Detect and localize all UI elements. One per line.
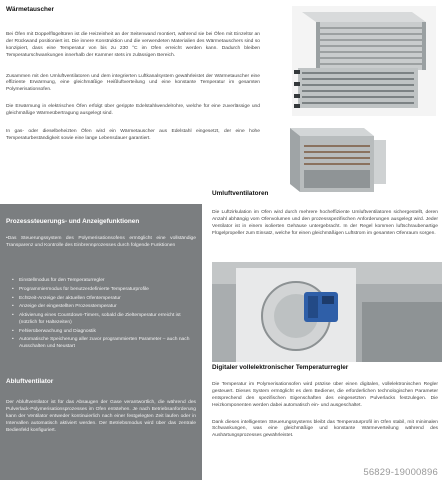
temperature-regulator-section	[212, 364, 438, 450]
heat-exchanger-paragraph-4: In gas- oder dieselbeheizten Öfen wird ein Wärmetauscher aus Edelstahl eingesetzt, der eine hohe Temperaturbeständigkeit sowie eine lange Lebensdauer garantiert.	[6, 129, 260, 142]
list-item: • Programmiermodus für benutzerdefinierte Temperaturprofile	[12, 287, 197, 294]
heat-exchanger-paragraph-2: Zusammen mit den Umluftventilatoren und dem integrierten Luftkanalsystem gewährleistet der Wärmetauscher eine effiziente Erwärmung, eine gleichmäßige Heißluftverteilung und eine konstante Temperatur im gesamten Polymerisationsofen.	[6, 73, 260, 93]
heat-exchanger-paragraph-1: Bei Öfen mit Doppelflügeltüren ist die Heizeinheit an der Seitenwand montiert, während sie bei Öfen mit Einzeltür an der Rückwand positioniert ist. Die innere Konstruktion und die verwendeten Materialien des Wärmetauschers sind so konzipiert, dass eine Temperatur von bis zu 230 °C im Ofen erreicht werden kann. Dadurch bleiben Temperaturschwankungen innerhalb der Kammer stets im zulässigen Bereich.	[6, 31, 260, 58]
circulation-fans-title: Umluftventilatoren	[212, 190, 269, 197]
heating-elements-image	[292, 6, 436, 116]
exhaust-fan-text: Der Abluftventilator ist für das Absaugen der Gase verantwortlich, die während des Pulverlack-Polymerisationsprozesses im Ofen entstehen. Je nach Betriebsanforderung kann der Ventilator entweder kontinuierlich nach einer festgelegten Zeit laufen oder in Intervallen automatisch aktiviert werden. Der Betriebsmodus wird über das zentrale Bedienfeld konfiguriert.	[6, 400, 196, 433]
heat-exchanger-section	[6, 6, 260, 154]
list-item: • Aktivierung eines Countdown-Timers, sobald die Zieltemperatur erreicht ist (nützlich für Haltezeiten)	[12, 313, 197, 327]
circulation-fans-section	[212, 190, 438, 238]
temperature-regulator-paragraph-1: Die Temperatur im Polymerisationsofen wird präzise über einen digitalen, vollelektronischen Regler gesteuert. Dieses System ermöglicht es dem Bediener, die erforderlichen technologischen Parameter entsprechend den spezifischen Eigenschaften des eingesetzten Pulverlacks festzulegen. Die Heizkomponenten werden dabei automatisch ein- und ausgeschaltet.	[212, 381, 438, 408]
process-control-title: Prozesssteuerungs- und Anzeigefunktionen	[6, 218, 140, 225]
list-item: • Anzeige der eingestellten Prozesstemperatur	[12, 304, 197, 311]
watermark-id: 56829-19000896	[363, 467, 438, 478]
list-item: • Echtzeit-Anzeige der aktuellen Ofentemperatur	[12, 296, 197, 303]
list-item: • Einstellmodus für den Temperaturregler	[12, 278, 197, 285]
heat-exchanger-paragraph-3: Die Erwärmung in elektrischen Öfen erfolgt über gerippte Edelstahlwendelrohre, welche für eine zuverlässige und gleichmäßige Wärmeübertragung ausgelegt sind.	[6, 104, 260, 117]
temperature-regulator-paragraph-2: Dank dieses intelligenten Steuerungssystems bleibt das Temperaturprofil im Ofen stabil, mit minimalen Schwankungen, was eine gleichmäßige und konstante Wärmeverteilung während des Aushärtungsprozesses gewährleistet.	[212, 419, 438, 439]
temperature-regulator-title: Digitaler vollelektronischer Temperaturregler	[212, 364, 349, 371]
circulation-fans-text: Die Luftzirkulation im Ofen wird durch mehrere hocheffiziente Umluftventilatoren sichergestellt, deren Anzahl abhängig vom Ofenvolumen und den prozessspezifischen Anforderungen ausgelegt wird. Jeder Ventilator ist in einem isolierten Gehäuse untergebracht. In der Regel kommen luftschraubenartige Flügelpropeller zum Einsatz, welche für einen gleichmäßigen Luftstrom im gesamten Ofenraum sorgen.	[212, 209, 438, 236]
heating-unit-image	[268, 118, 398, 198]
list-item: • Fehlerüberwachung und Diagnostik	[12, 329, 197, 336]
process-control-panel	[0, 204, 202, 480]
fan-motor-image	[212, 262, 442, 362]
list-item: • Automatische Speicherung aller zuvor programmierten Parameter – auch nach Ausschalten und Neustart	[12, 337, 197, 351]
process-control-intro: •Das Steuerungssystem des Polymerisationsofens ermöglicht eine vollständige Transparenz und Kontrolle des Einbrennprozesses durch folgende Funktionen	[6, 236, 196, 248]
heat-exchanger-title: Wärmetauscher	[6, 6, 54, 13]
process-control-list	[12, 278, 197, 353]
exhaust-fan-title: Abluftventilator	[6, 378, 54, 385]
